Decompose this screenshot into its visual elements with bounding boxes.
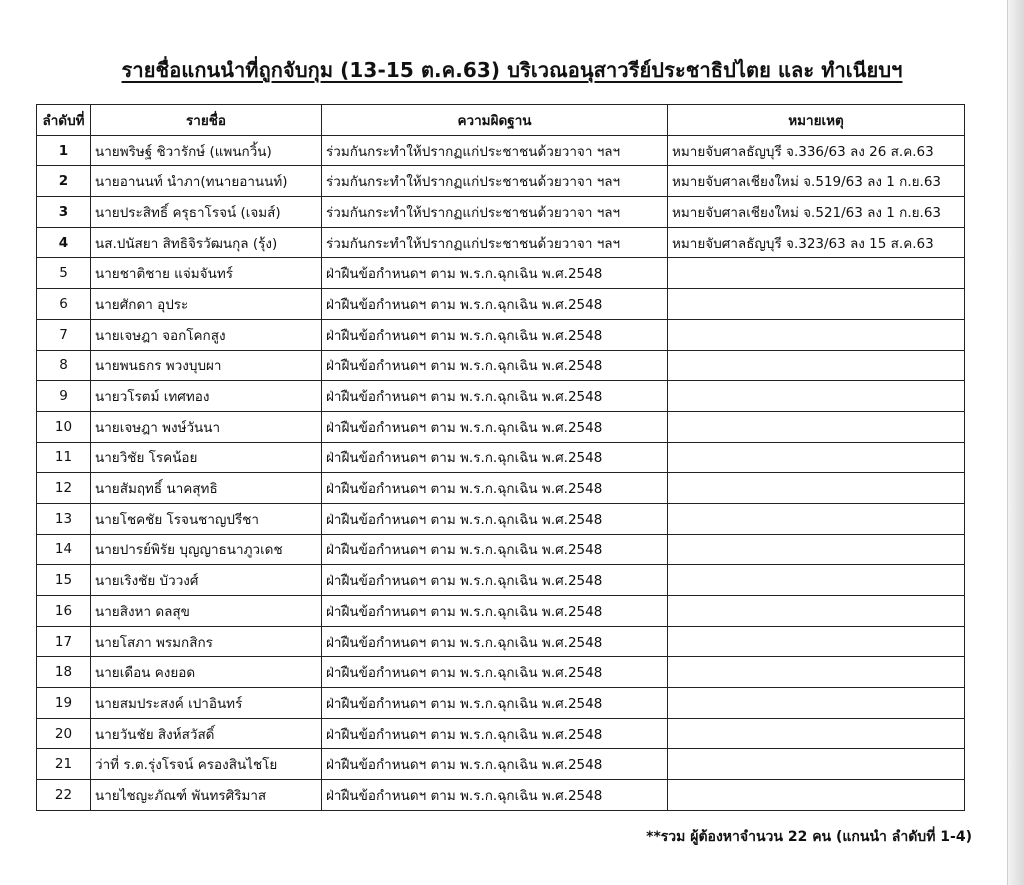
- table-row: [37, 258, 965, 289]
- row-number: 14: [37, 534, 91, 565]
- row-remark: [668, 596, 965, 627]
- table-row: [37, 411, 965, 442]
- table-body: [37, 135, 965, 810]
- table-row: [37, 749, 965, 780]
- table-row: [37, 289, 965, 320]
- row-charge: ฝ่าฝืนข้อกำหนดฯ ตาม พ.ร.ก.ฉุกเฉิน พ.ศ.2548: [322, 289, 668, 320]
- row-number: 13: [37, 503, 91, 534]
- page-edge-shadow: [1007, 0, 1024, 885]
- row-number: 12: [37, 473, 91, 504]
- row-name: นายโชคชัย โรจนชาญปรีชา: [91, 503, 322, 534]
- table-row: [37, 473, 965, 504]
- row-name: นายเจษฎา จอกโคกสูง: [91, 319, 322, 350]
- arrest-list-table: [36, 104, 965, 811]
- row-number: 19: [37, 688, 91, 719]
- row-name: นายพริษฐ์ ชิวารักษ์ (แพนกวิ้น): [91, 135, 322, 166]
- table-row: [37, 350, 965, 381]
- row-name: นายเริงชัย บัววงศ์: [91, 565, 322, 596]
- table-row: [37, 534, 965, 565]
- table-row: [37, 166, 965, 197]
- row-remark: [668, 688, 965, 719]
- table-row: [37, 688, 965, 719]
- table-header-row: [37, 105, 965, 136]
- row-number: 15: [37, 565, 91, 596]
- header-remark: หมายเหตุ: [668, 105, 965, 136]
- table-row: [37, 381, 965, 412]
- row-remark: [668, 350, 965, 381]
- table-row: [37, 780, 965, 811]
- row-charge: ฝ่าฝืนข้อกำหนดฯ ตาม พ.ร.ก.ฉุกเฉิน พ.ศ.2548: [322, 626, 668, 657]
- row-remark: [668, 657, 965, 688]
- row-name: นายเจษฎา พงษ์วันนา: [91, 411, 322, 442]
- row-number: 3: [37, 197, 91, 228]
- row-number: 16: [37, 596, 91, 627]
- row-remark: [668, 626, 965, 657]
- row-charge: ฝ่าฝืนข้อกำหนดฯ ตาม พ.ร.ก.ฉุกเฉิน พ.ศ.2548: [322, 657, 668, 688]
- row-number: 21: [37, 749, 91, 780]
- row-charge: ฝ่าฝืนข้อกำหนดฯ ตาม พ.ร.ก.ฉุกเฉิน พ.ศ.2548: [322, 319, 668, 350]
- row-name: นายสิงหา ดลสุข: [91, 596, 322, 627]
- row-name: นายวโรตม์ เทศทอง: [91, 381, 322, 412]
- header-name: รายชื่อ: [91, 105, 322, 136]
- row-number: 5: [37, 258, 91, 289]
- row-charge: ฝ่าฝืนข้อกำหนดฯ ตาม พ.ร.ก.ฉุกเฉิน พ.ศ.2548: [322, 350, 668, 381]
- row-remark: [668, 442, 965, 473]
- row-name: นส.ปนัสยา สิทธิจิรวัฒนกุล (รุ้ง): [91, 227, 322, 258]
- row-number: 18: [37, 657, 91, 688]
- row-charge: ฝ่าฝืนข้อกำหนดฯ ตาม พ.ร.ก.ฉุกเฉิน พ.ศ.2548: [322, 780, 668, 811]
- row-remark: [668, 503, 965, 534]
- row-number: 20: [37, 718, 91, 749]
- row-charge: ฝ่าฝืนข้อกำหนดฯ ตาม พ.ร.ก.ฉุกเฉิน พ.ศ.2548: [322, 411, 668, 442]
- table-row: [37, 197, 965, 228]
- row-number: 11: [37, 442, 91, 473]
- row-number: 1: [37, 135, 91, 166]
- row-remark: หมายจับศาลเชียงใหม่ จ.519/63 ลง 1 ก.ย.63: [668, 166, 965, 197]
- row-number: 8: [37, 350, 91, 381]
- row-name: นายศักดา อุประ: [91, 289, 322, 320]
- header-number: ลำดับที่: [37, 105, 91, 136]
- table-row: [37, 227, 965, 258]
- row-charge: ร่วมกันกระทำให้ปรากฏแก่ประชาชนด้วยวาจา ฯลฯ: [322, 166, 668, 197]
- table-row: [37, 503, 965, 534]
- table-row: [37, 135, 965, 166]
- row-name: นายโสภา พรมกสิกร: [91, 626, 322, 657]
- table-row: [37, 319, 965, 350]
- row-number: 7: [37, 319, 91, 350]
- row-remark: หมายจับศาลเชียงใหม่ จ.521/63 ลง 1 ก.ย.63: [668, 197, 965, 228]
- row-remark: [668, 534, 965, 565]
- row-name: นายพนธกร พวงบุบผา: [91, 350, 322, 381]
- row-name: นายวิชัย โรคน้อย: [91, 442, 322, 473]
- row-number: 22: [37, 780, 91, 811]
- row-name: นายเดือน คงยอด: [91, 657, 322, 688]
- row-remark: [668, 780, 965, 811]
- table-row: [37, 596, 965, 627]
- table-row: [37, 657, 965, 688]
- row-name: นายไชญะภัณฑ์ พันทรศิริมาส: [91, 780, 322, 811]
- row-number: 10: [37, 411, 91, 442]
- row-remark: [668, 319, 965, 350]
- row-name: นายอานนท์ นำภา(ทนายอานนท์): [91, 166, 322, 197]
- row-charge: ฝ่าฝืนข้อกำหนดฯ ตาม พ.ร.ก.ฉุกเฉิน พ.ศ.2548: [322, 688, 668, 719]
- row-number: 9: [37, 381, 91, 412]
- row-charge: ร่วมกันกระทำให้ปรากฏแก่ประชาชนด้วยวาจา ฯลฯ: [322, 227, 668, 258]
- row-name: นายสัมฤทธิ์ นาคสุทธิ: [91, 473, 322, 504]
- document-title: รายชื่อแกนนำที่ถูกจับกุม (13-15 ต.ค.63) บริเวณอนุสาวรีย์ประชาธิปไตย และ ทำเนียบฯ: [121, 58, 903, 82]
- header-charge: ความผิดฐาน: [322, 105, 668, 136]
- row-charge: ฝ่าฝืนข้อกำหนดฯ ตาม พ.ร.ก.ฉุกเฉิน พ.ศ.2548: [322, 534, 668, 565]
- row-remark: [668, 718, 965, 749]
- row-charge: ฝ่าฝืนข้อกำหนดฯ ตาม พ.ร.ก.ฉุกเฉิน พ.ศ.2548: [322, 565, 668, 596]
- row-name: ว่าที่ ร.ต.รุ่งโรจน์ ครองสินไชโย: [91, 749, 322, 780]
- row-charge: ฝ่าฝืนข้อกำหนดฯ ตาม พ.ร.ก.ฉุกเฉิน พ.ศ.2548: [322, 442, 668, 473]
- row-number: 6: [37, 289, 91, 320]
- row-charge: ฝ่าฝืนข้อกำหนดฯ ตาม พ.ร.ก.ฉุกเฉิน พ.ศ.2548: [322, 381, 668, 412]
- table-row: [37, 718, 965, 749]
- row-remark: [668, 565, 965, 596]
- row-remark: [668, 473, 965, 504]
- row-charge: ฝ่าฝืนข้อกำหนดฯ ตาม พ.ร.ก.ฉุกเฉิน พ.ศ.2548: [322, 718, 668, 749]
- row-remark: หมายจับศาลธัญบุรี จ.323/63 ลง 15 ส.ค.63: [668, 227, 965, 258]
- row-remark: [668, 258, 965, 289]
- table-row: [37, 626, 965, 657]
- row-charge: ฝ่าฝืนข้อกำหนดฯ ตาม พ.ร.ก.ฉุกเฉิน พ.ศ.2548: [322, 258, 668, 289]
- row-charge: ฝ่าฝืนข้อกำหนดฯ ตาม พ.ร.ก.ฉุกเฉิน พ.ศ.2548: [322, 596, 668, 627]
- row-remark: [668, 289, 965, 320]
- row-name: นายวันชัย สิงห์สวัสดิ์: [91, 718, 322, 749]
- row-charge: ร่วมกันกระทำให้ปรากฏแก่ประชาชนด้วยวาจา ฯลฯ: [322, 197, 668, 228]
- table-row: [37, 442, 965, 473]
- table-row: [37, 565, 965, 596]
- row-charge: ฝ่าฝืนข้อกำหนดฯ ตาม พ.ร.ก.ฉุกเฉิน พ.ศ.2548: [322, 473, 668, 504]
- row-remark: [668, 411, 965, 442]
- row-charge: ฝ่าฝืนข้อกำหนดฯ ตาม พ.ร.ก.ฉุกเฉิน พ.ศ.2548: [322, 503, 668, 534]
- footnote-total: **รวม ผู้ต้องหาจำนวน 22 คน (แกนนำ ลำดับที่ 1-4): [646, 829, 972, 845]
- row-charge: ฝ่าฝืนข้อกำหนดฯ ตาม พ.ร.ก.ฉุกเฉิน พ.ศ.2548: [322, 749, 668, 780]
- row-charge: ร่วมกันกระทำให้ปรากฏแก่ประชาชนด้วยวาจา ฯลฯ: [322, 135, 668, 166]
- row-number: 17: [37, 626, 91, 657]
- row-name: นายชาติชาย แจ่มจันทร์: [91, 258, 322, 289]
- row-number: 2: [37, 166, 91, 197]
- row-remark: [668, 749, 965, 780]
- row-name: นายสมประสงค์ เปาอินทร์: [91, 688, 322, 719]
- row-number: 4: [37, 227, 91, 258]
- row-remark: [668, 381, 965, 412]
- row-name: นายปารย์พิรัย บุญญาธนาภูวเดช: [91, 534, 322, 565]
- row-name: นายประสิทธิ์ ครุธาโรจน์ (เจมส์): [91, 197, 322, 228]
- row-remark: หมายจับศาลธัญบุรี จ.336/63 ลง 26 ส.ค.63: [668, 135, 965, 166]
